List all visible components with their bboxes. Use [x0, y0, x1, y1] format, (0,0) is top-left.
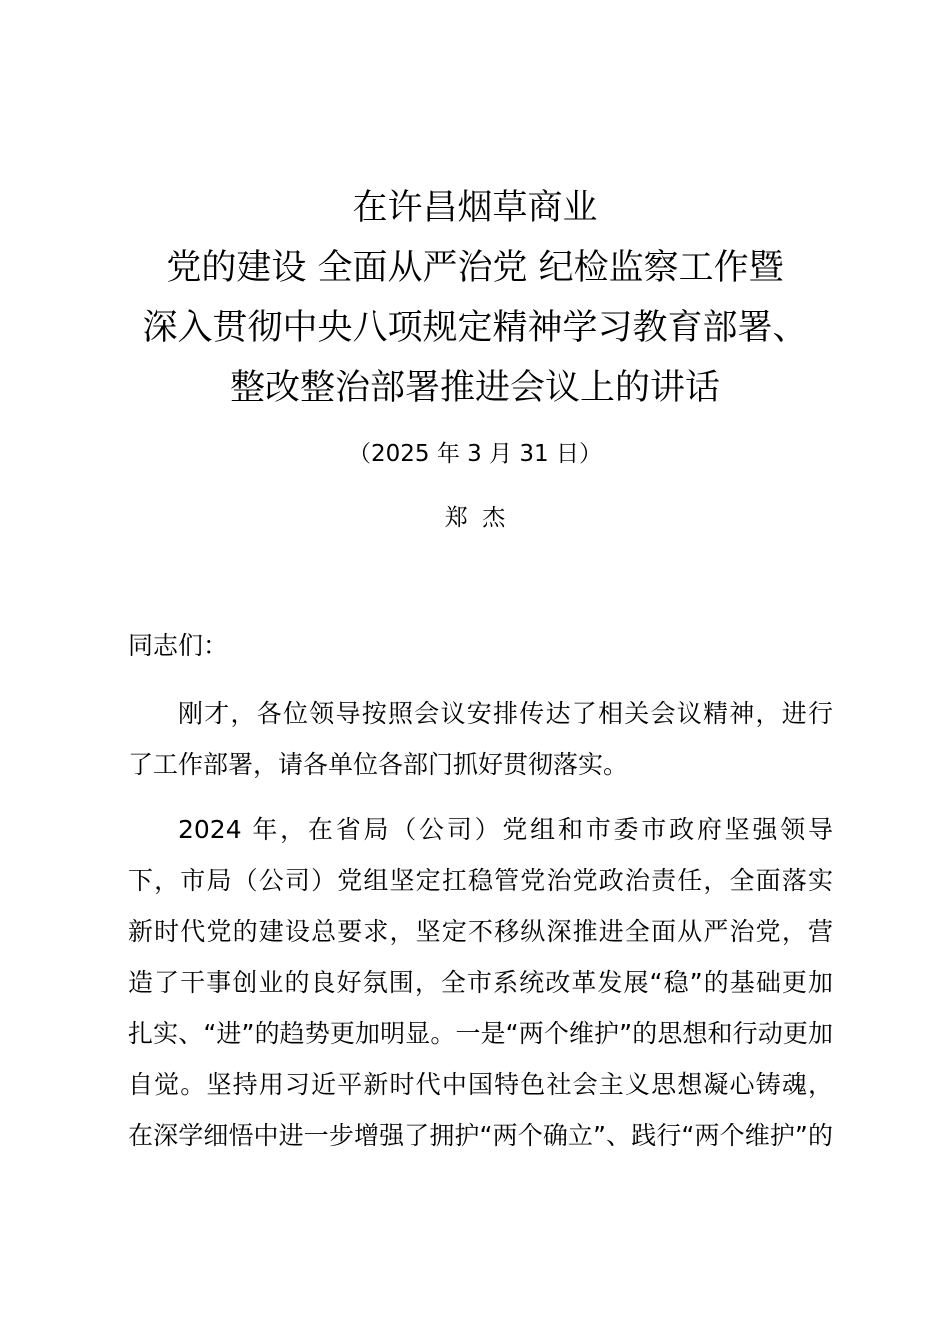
speech-body: [128, 626, 833, 1161]
paragraph-1: [128, 688, 833, 790]
paragraph-line: 刚才，各位领导按照会议安排传达了相关会议精神，进行: [178, 699, 833, 728]
paragraph-line: 自觉。坚持用习近平新时代中国特色社会主义思想凝心铸魂，: [128, 1070, 833, 1099]
speech-author: 郑 杰: [444, 505, 506, 531]
title-line-2: 党的建设 全面从严治党 纪检监察工作暨: [166, 248, 784, 288]
title-line-1: 在许昌烟草商业: [352, 188, 598, 228]
paragraph-line: 在深学细悟中进一步增强了拥护“两个确立”、践行“两个维护”的: [128, 1121, 833, 1150]
paragraph-line: 造了干事创业的良好氛围，全市系统改革发展“稳”的基础更加: [128, 968, 833, 997]
paragraph-2: [128, 804, 833, 1161]
speech-title: [0, 178, 950, 418]
speech-date: （2025 年 3 月 31 日）: [348, 441, 602, 467]
paragraph-line: 新时代党的建设总要求，坚定不移纵深推进全面从严治党，营: [128, 917, 833, 946]
title-line-4: 整改整治部署推进会议上的讲话: [229, 368, 720, 408]
salutation: 同志们：: [128, 631, 229, 660]
paragraph-line: 了工作部署，请各单位各部门抓好贯彻落实。: [128, 750, 629, 779]
paragraph-line: 2024 年，在省局（公司）党组和市委市政府坚强领导: [178, 815, 833, 844]
paragraph-line: 扎实、“进”的趋势更加明显。一是“两个维护”的思想和行动更加: [128, 1019, 833, 1048]
paragraph-line: 下，市局（公司）党组坚定扛稳管党治党政治责任，全面落实: [128, 866, 833, 895]
paragraph-gap: [128, 790, 833, 804]
title-line-3: 深入贯彻中央八项规定精神学习教育部署、: [142, 308, 808, 348]
